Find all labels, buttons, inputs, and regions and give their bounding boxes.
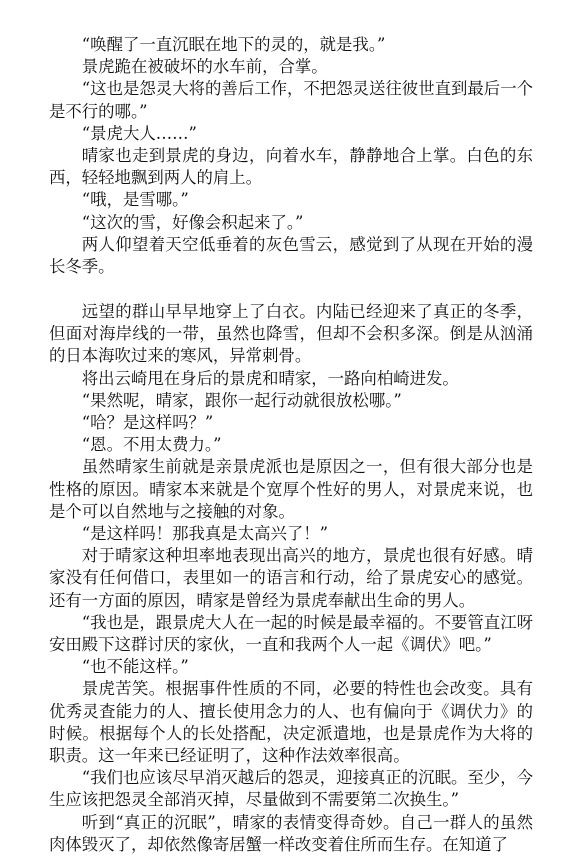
paragraph: 两人仰望着天空低垂着的灰色雪云，感觉到了从现在开始的漫长冬季。 bbox=[49, 234, 533, 277]
paragraph: “这也是怨灵大将的善后工作，不把怨灵送往彼世直到最后一个是不行的哪。” bbox=[49, 79, 533, 121]
paragraph: “哈？是这样吗？” bbox=[81, 413, 214, 433]
text-section-1 bbox=[49, 34, 533, 278]
paragraph: 远望的群山早早地穿上了白衣。内陆已经迎来了真正的冬季，但面对海岸线的一带，虽然也降雪，但却不会积多深。倒是从汹涌的日本海吹过来的寒风，异常刺骨。 bbox=[49, 302, 533, 366]
paragraph: “景虎大人……” bbox=[81, 123, 197, 143]
paragraph: 景虎跪在被破坏的水车前，合掌。 bbox=[81, 57, 328, 77]
paragraph: 虽然晴家生前就是亲景虎派也是原因之一，但有很大部分也是性格的原因。晴家本来就是个宽厚个性好的男人，对景虎来说，也是个可以自然地与之接触的对象。 bbox=[49, 457, 533, 521]
text-section-2 bbox=[49, 301, 533, 856]
paragraph: 听到“真正的沉眠”，晴家的表情变得奇妙。自己一群人的虽然肉体毁灭了，却依然像寄居蟹一样改变着住所而生存。在知道了 bbox=[49, 812, 533, 854]
paragraph: 对于晴家这种坦率地表现出高兴的地方，景虎也很有好感。晴家没有任何借口，表里如一的语言和行动，给了景虎安心的感觉。还有一方面的原因，晴家是曾经为景虎奉献出生命的男人。 bbox=[49, 546, 533, 610]
paragraph: “哦，是雪哪。” bbox=[81, 190, 189, 210]
paragraph: “这次的雪，好像会积起来了。” bbox=[81, 212, 304, 232]
paragraph: “果然呢，晴家，跟你一起行动就很放松哪。” bbox=[81, 390, 402, 410]
paragraph: “也不能这样。” bbox=[81, 657, 189, 677]
paragraph: “恩。不用太费力。” bbox=[81, 435, 222, 455]
paragraph: “是这样吗！那我真是太高兴了！” bbox=[81, 524, 329, 544]
paragraph: 晴家也走到景虎的身边，向着水车，静静地合上掌。白色的东西，轻轻地飘到两人的肩上。 bbox=[49, 146, 533, 188]
paragraph: “唤醒了一直沉眠在地下的灵的，就是我。” bbox=[81, 35, 386, 54]
paragraph: “我也是，跟景虎大人在一起的时候是最幸福的。不要管直江呀安田殿下这群讨厌的家伙，一直和我两个人一起《调伏》吧。” bbox=[49, 612, 533, 655]
paragraph: “我们也应该尽早消灭越后的怨灵，迎接真正的沉眠。至少，今生应该把怨灵全部消灭掉，尽量做到不需要第二次换生。” bbox=[49, 768, 533, 810]
paragraph: 将出云崎甩在身后的景虎和晴家，一路向柏崎进发。 bbox=[81, 368, 459, 388]
paragraph: 景虎苦笑。根据事件性质的不同，必要的特性也会改变。具有优秀灵査能力的人、擅长使用念力的人、也有偏向于《调伏力》的时候。根据每个人的长处搭配，决定派遣地，也是景虎作为大将的职责。这一年来已经证明了，这种作法效率很高。 bbox=[49, 679, 533, 766]
